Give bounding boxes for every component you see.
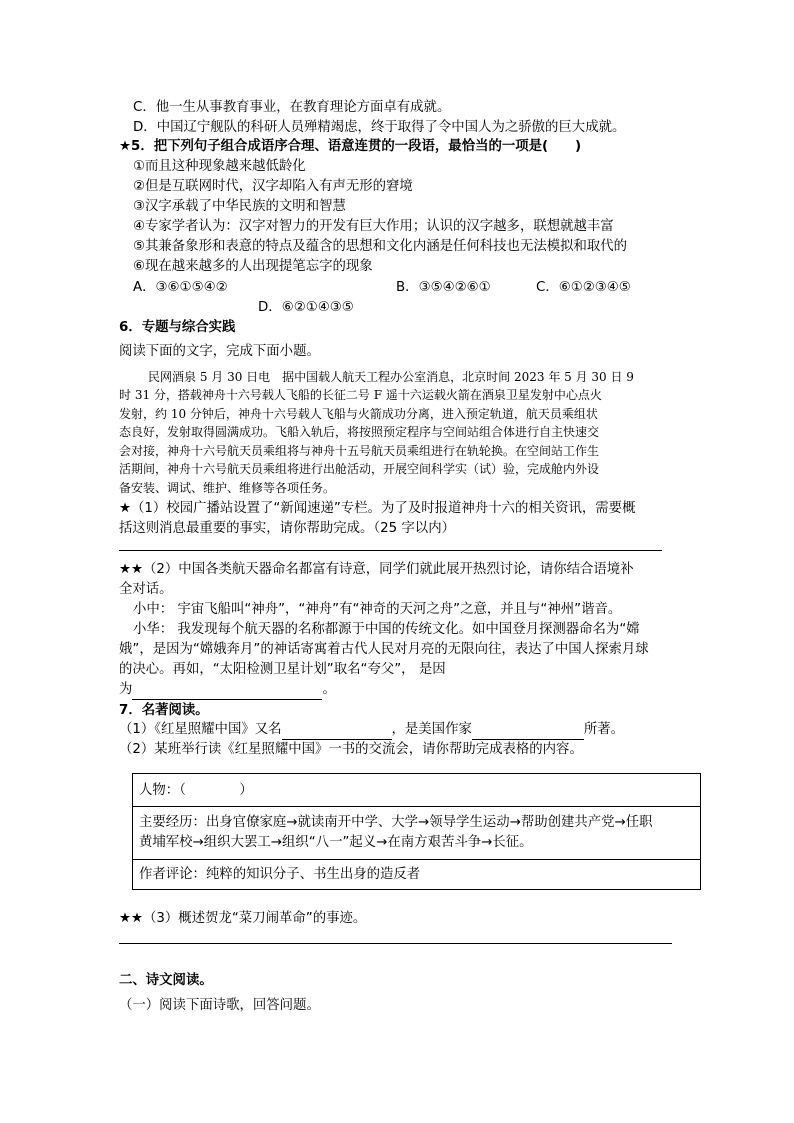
q7-part3-answer-line[interactable] — [119, 943, 672, 944]
q7-part1 — [119, 720, 624, 740]
q7-part1-a: （1）《红星照耀中国》又名 — [119, 722, 282, 737]
q7-part3: ★★（3）概述贺龙“菜刀闹革命”的事迹。 — [119, 911, 367, 926]
q6-part2-answer-blank[interactable] — [132, 685, 322, 700]
news-line-5: 会对接，神舟十六号航天员乘组将与神舟十五号航天员乘组进行在轨轮换。在空间站工作生 — [119, 444, 600, 458]
q7-part1-c: 所著。 — [583, 722, 625, 737]
q6-dialog-xiaohua-4 — [119, 680, 336, 700]
q7-alias-blank[interactable] — [282, 725, 392, 740]
q7-part1-b: ，是美国作家 — [391, 722, 472, 737]
q5-option-b: B．③⑤④②⑥① — [396, 280, 491, 295]
q5-sentence-5: ⑤其兼备象形和表意的特点及蕴含的思想和文化内涵是任何科技也无法模拟和取代的 — [133, 239, 628, 254]
q5-stem: ★5．把下列句子组合成语序合理、语意连贯的一段语，最恰当的一项是( ) — [119, 139, 582, 154]
q5-sentence-2: ②但是互联网时代，汉字却陷入有声无形的窘境 — [133, 179, 413, 194]
q6-period: 。 — [322, 682, 336, 697]
q5-sentence-4: ④专家学者认为：汉字对智力的开发有巨大作用；认识的汉字越多，联想就越丰富 — [133, 219, 614, 234]
table-row-comment — [133, 860, 700, 889]
q6-title: 6．专题与综合实践 — [119, 320, 236, 335]
q6-part2-line2: 全对话。 — [119, 582, 173, 597]
q6-dialog-xiaohua-3: 的决心。再如，“太阳检测卫星计划”取名“夸父”， 是因 — [119, 662, 446, 677]
q4-option-d: D．中国辽宁舰队的科研人员殚精竭虑，终于取得了令中国人为之骄傲的巨大成就。 — [133, 120, 626, 135]
news-line-6: 活期间，神舟十六号航天员乘组将进行出舱活动，开展空间科学实（试）验，完成舱内外设 — [119, 462, 600, 476]
q6-part1-answer-line[interactable] — [119, 550, 662, 551]
q7-title: 7．名著阅读。 — [119, 703, 209, 718]
q5-sentence-3: ③汉字承载了中华民族的文明和智慧 — [133, 199, 346, 214]
q6-part1-line2: 括这则消息最重要的事实，请你帮助完成。（25 字以内） — [119, 521, 455, 536]
section2-title: 二、诗文阅读。 — [119, 973, 213, 988]
table-row-person — [133, 774, 700, 807]
q4-option-c: C．他一生从事教育事业，在教育理论方面卓有成就。 — [133, 100, 451, 115]
q6-intro: 阅读下面的文字，完成下面小题。 — [119, 344, 320, 359]
table-experience-line1: 主要经历：出身官僚家庭→就读南开中学、大学→领导学生运动→帮助创建共产党→任职 — [139, 815, 653, 830]
q6-dialog-xiaozhong: 小中： 宇宙飞船叫“神舟”，“神舟”有“神奇的天河之舟”之意，并且与“神州”谐音。 — [133, 602, 622, 617]
q7-table — [132, 773, 701, 890]
q6-part2-line1: ★★（2）中国各类航天器命名都富有诗意，同学们就此展开热烈讨论，请你结合语境补 — [119, 562, 634, 577]
news-line-4: 态良好，发射取得圆满成功。飞船入轨后，将按照预定程序与空间站组合体进行自主快速交 — [119, 425, 600, 439]
q5-option-c: C．⑥①②③④⑤ — [536, 280, 631, 295]
q6-part1-line1: ★（1）校园广播站设置了“新闻速递”专栏。为了及时报道神舟十六的相关资讯，需要概 — [119, 501, 636, 516]
q5-option-a: A．③⑥①⑤④② — [133, 280, 228, 295]
table-experience-line2: 黄埔军校→组织大罢工→组织“八一”起义→在南方艰苦斗争→长征。 — [139, 835, 533, 850]
q5-option-d: D．⑥②①④③⑤ — [258, 300, 354, 315]
q6-dialog-xiaohua-1: 小华： 我发现每个航天器的名称都源于中国的传统文化。如中国登月探测器命名为“嫦 — [133, 622, 640, 637]
news-line-1: 民网酒泉 5 月 30 日电 据中国载人航天工程办公室消息，北京时间 2023 年 5 月 30 日 9 — [148, 370, 634, 384]
table-row-experience — [133, 807, 700, 860]
news-line-7: 备安装、调试、维护、维修等各项任务。 — [119, 481, 336, 495]
q7-author-blank[interactable] — [472, 725, 584, 740]
table-comment-cell: 作者评论：纯粹的知识分子、书生出身的造反者 — [139, 867, 421, 882]
news-line-3: 发射，约 10 分钟后，神舟十六号载人飞船与火箭成功分离，进入预定轨道，航天员乘组状 — [119, 407, 598, 421]
table-person-cell[interactable]: 人物：（ ） — [139, 783, 253, 798]
q7-part2: （2）某班举行读《红星照耀中国》一书的交流会，请你帮助完成表格的内容。 — [119, 742, 583, 757]
news-line-2: 时 31 分，搭载神舟十六号载人飞船的长征二号 F 遥十六运载火箭在酒泉卫星发射中心点火 — [119, 388, 602, 402]
q6-wei-text: 为 — [119, 682, 133, 697]
q6-dialog-xiaohua-2: 娥”，是因为“嫦娥奔月”的神话寄寓着古代人民对月亮的无限向往，表达了中国人探索月球 — [119, 642, 649, 657]
q5-sentence-1: ①而且这种现象越来越低龄化 — [133, 159, 306, 174]
q5-sentence-6: ⑥现在越来越多的人出现提笔忘字的现象 — [133, 259, 373, 274]
section2-subtitle: （一）阅读下面诗歌，回答问题。 — [119, 998, 320, 1013]
